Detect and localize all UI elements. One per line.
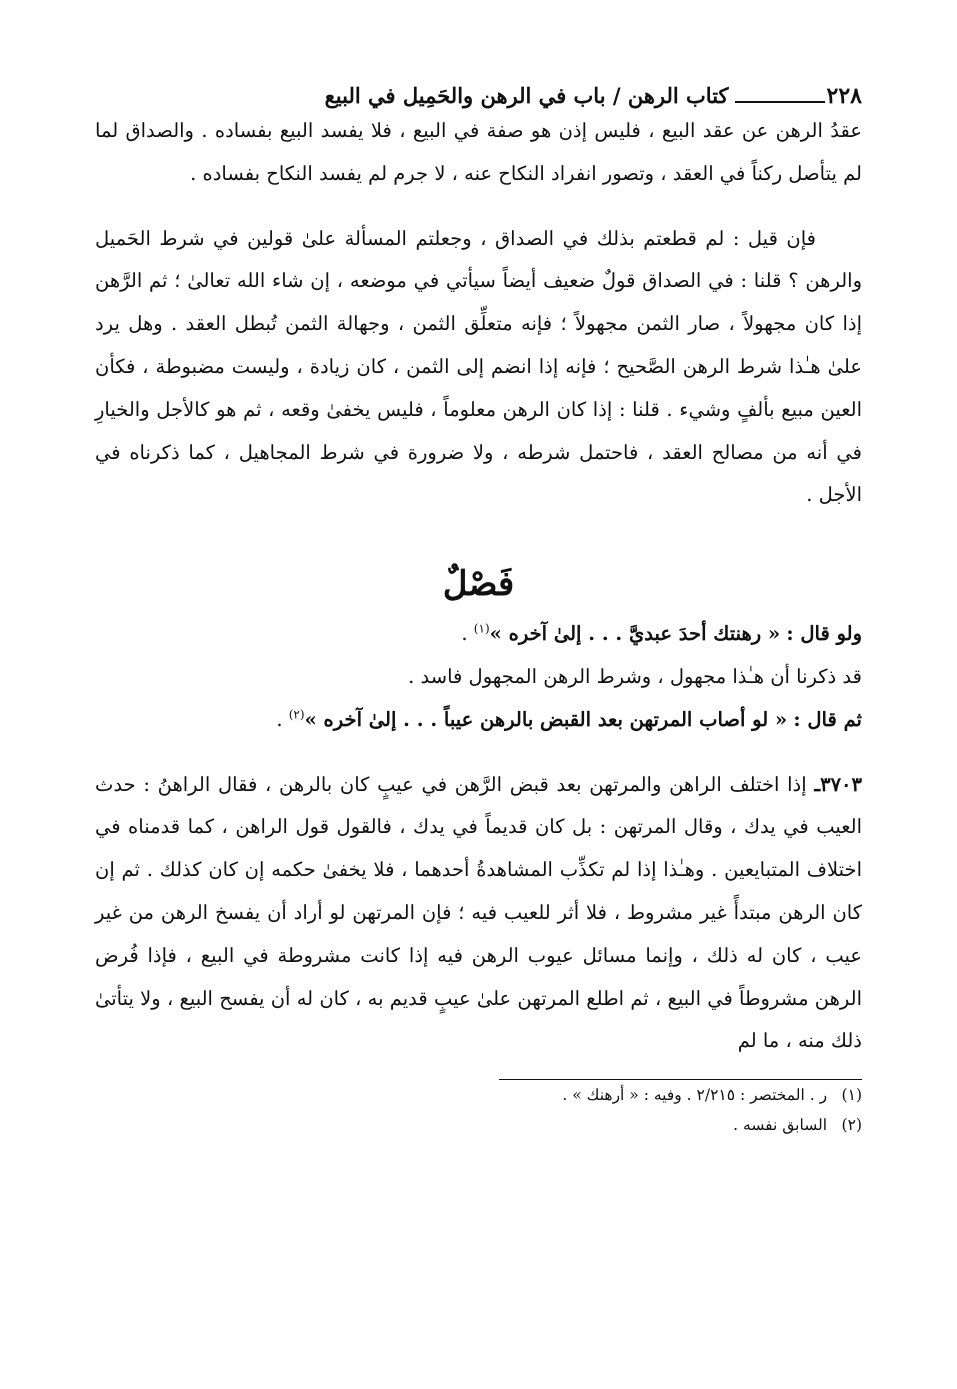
quote-1-text: « رهنتك أحدَ عبديَّ . . . إلىٰ آخره » <box>489 622 781 646</box>
paragraph-objection: فإن قيل : لم قطعتم بذلك في الصداق ، وجعلتم المسألة علىٰ قولين في شرط الحَميل والرهن ؟ قلنا : في الصداق قولٌ ضعيف أيضاً سيأتي في موضعه ، إن شاء الله تعالىٰ ؛ ثم الرَّهن إذا كان مجهولاً ، صار الثمن مجهولاً ؛ فإنه متعلِّق الثمن ، وجهالة الثمن تُبطل العقد . وهل يرد علىٰ هـٰذا شرط الرهن الصَّحيح ؛ فإنه إذا انضم إلى الثمن ، كان زيادة ، وليست مضبوطة ، فكأن العين مبيع بألفٍ وشيء . قلنا : إذا كان الرهن معلوماً ، فليس يخفىٰ وقعه ، ثم هو كالأجل والخيارِ في أنه من مصالح العقد ، فاحتمل شرطه ، ولا ضرورة في شرط المجاهيل ، كما ذكرناه في الأجل . <box>95 226 862 507</box>
section-heading: فَصْلٌ <box>442 564 515 605</box>
paragraph-continuation: عقدُ الرهن عن عقد البيع ، فليس إذن هو صفة في البيع ، فلا يفسد البيع بفساده . والصداق لما لم يتأصل ركناً في العقد ، وتصور انفراد النكاح عنه ، لا جرم لم يفسد النكاح بفساده . <box>95 119 862 185</box>
commentary-line: قد ذكرنا أن هـٰذا مجهول ، وشرط الرهن المجهول فاسد . <box>408 664 862 688</box>
numbered-paragraph <box>95 764 862 1064</box>
page-number: ٢٢٨ <box>826 83 862 109</box>
footnote-2-text: السابق نفسه . <box>733 1116 828 1135</box>
quote-2-lead: ثم قال : <box>793 707 862 731</box>
paragraph-gap <box>95 196 862 218</box>
header-rule <box>735 101 825 103</box>
quote-line-2 <box>95 699 862 742</box>
footnote-1-number: (١) <box>841 1086 862 1105</box>
running-header <box>95 82 862 110</box>
footnote-2 <box>95 1110 862 1140</box>
footnote-1-text: ر . المختصر : ٢/٢١٥ . وفيه : « أرهنك » . <box>562 1086 828 1105</box>
quote-1-end: . <box>461 622 468 646</box>
quote-1-lead: ولو قال : <box>786 622 862 646</box>
paragraph-gap <box>95 742 862 764</box>
footnote-ref-1[interactable]: (١) <box>473 621 490 636</box>
quote-line-1 <box>95 613 862 656</box>
footnote-ref-2[interactable]: (٢) <box>288 707 305 722</box>
numbered-paragraph-text: إذا اختلف الراهن والمرتهن بعد قبض الرَّهن في عيبٍ كان بالرهن ، فقال الراهنُ : حدث العيب في يدك ، وقال المرتهن : بل كان قديماً في يدك ، فالقول قول الراهن ، كما قدمناه في اختلاف المتبايعين . وهـٰذا إذا لم تكذِّب المشاهدةُ أحدهما ، فلا يخفىٰ حكمه إن كان كذلك . ثم إن كان الرهن مبتدأً غير مشروط ، فلا أثر للعيب فيه ؛ فإن المرتهن لو أراد أن يفسخ الرهن من غير عيب ، كان له ذلك ، وإنما مسائل عيوب الرهن فيه إذا كانت مشروطة في البيع ، فإذا فُرض الرهن مشروطاً في البيع ، ثم اطلع المرتهن علىٰ عيبٍ قديم به ، كان له أن يفسح البيع ، ولا يتأتىٰ ذلك منه ، ما لم <box>95 772 862 1053</box>
running-title: كتاب الرهن / باب في الرهن والحَمِيل في البيع <box>324 83 729 108</box>
quote-2-end: . <box>276 707 283 731</box>
footnote-1 <box>95 1080 862 1110</box>
quote-2-text: « لو أصاب المرتهن بعد القبض بالرهن عيباً . . . إلىٰ آخره » <box>304 707 788 731</box>
footnote-2-number: (٢) <box>841 1116 862 1135</box>
paragraph-number: ٣٧٠٣ـ <box>814 772 863 796</box>
